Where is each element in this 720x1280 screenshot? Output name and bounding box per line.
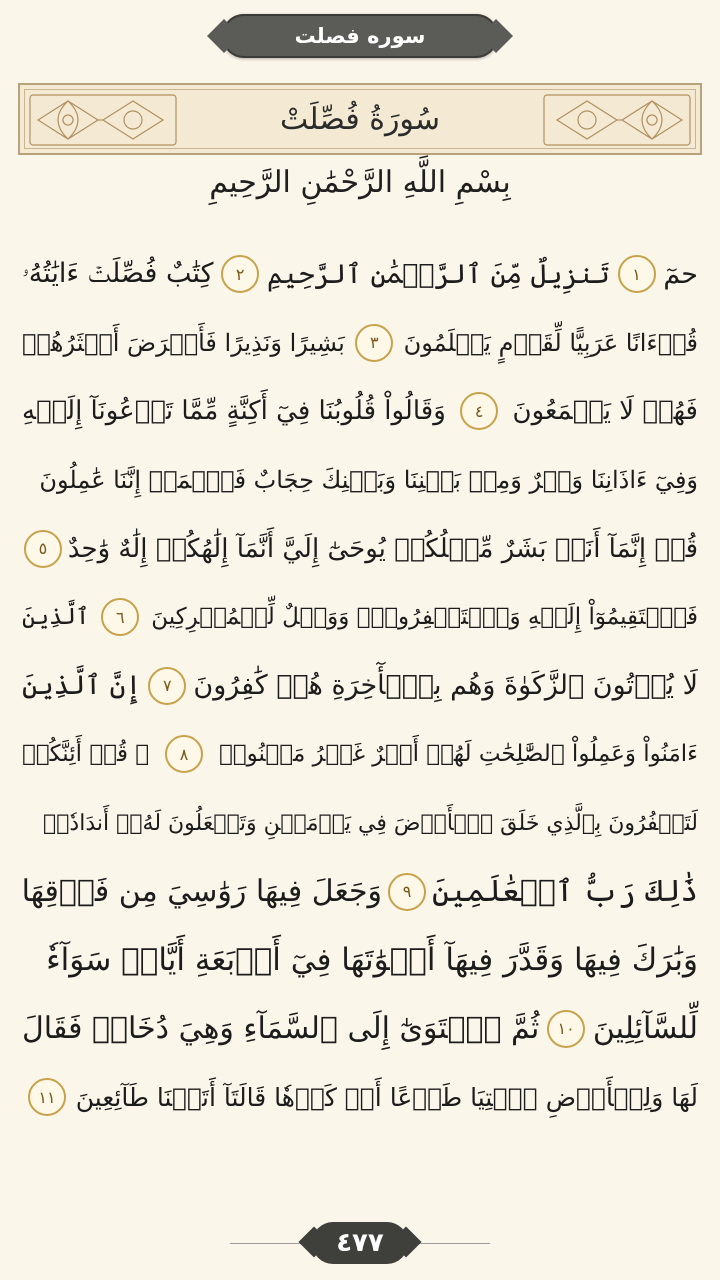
text-segment: وَقَالُواْ قُلُوبُنَا فِيٓ أَكِنَّةٍ مِّمَّا تَدۡعُونَآ إِلَيۡهِ xyxy=(22,396,446,427)
text-segment: حمٓ xyxy=(663,258,698,290)
surah-name-header[interactable] xyxy=(222,14,498,58)
text-segment: وَفِيٓ ءَاذَانِنَا وَقۡرٌ وَمِنۢ بَيۡنِنَا وَبَيۡنِكَ حِجَابٌ فَٱعۡمَلۡ إِنَّنَا عَٰمِلُونَ xyxy=(39,466,698,495)
ayah-marker[interactable]: ٤ xyxy=(460,392,498,430)
basmala: بِسْمِ اللَّهِ الرَّحْمَٰنِ الرَّحِيمِ xyxy=(209,165,511,200)
text-line xyxy=(22,789,698,858)
ayah-marker[interactable]: ٢ xyxy=(221,255,259,293)
surah-title-box xyxy=(192,95,528,143)
text-segment: إِنَّ ٱلَّذِينَ xyxy=(22,670,142,702)
page-divider xyxy=(230,1243,310,1244)
text-line xyxy=(22,652,698,721)
text-segment: ذَٰلِكَ رَبُّ ٱلۡعَٰلَمِينَ xyxy=(431,874,698,910)
text-line xyxy=(22,377,698,446)
ayah-marker[interactable]: ٦ xyxy=(101,598,139,636)
text-segment: ٱلَّذِينَ xyxy=(22,604,90,631)
text-segment: قُرۡءَانًا عَرَبِيًّا لِّقَوۡمٍ يَعۡلَمُونَ xyxy=(403,328,698,357)
page-number: ٤٧٧ xyxy=(336,1228,384,1258)
surah-title: سُورَةُ فُصِّلَتْ xyxy=(279,101,441,137)
text-line xyxy=(22,720,698,789)
ayah-marker[interactable]: ٩ xyxy=(388,873,426,911)
ayah-marker[interactable]: ١٠ xyxy=(547,1010,585,1048)
surah-name-label: سوره فصلت xyxy=(294,24,426,48)
text-segment: لَا يُؤۡتُونَ ٱلزَّكَوٰةَ وَهُم بِٱلۡأٓخِرَةِ هُمۡ كَٰفِرُونَ xyxy=(193,670,698,702)
surah-banner xyxy=(18,83,702,155)
text-segment: ثُمَّ ٱسۡتَوَىٰٓ إِلَى ٱلسَّمَآءِ وَهِيَ دُخَانٞ فَقَالَ xyxy=(22,1011,540,1047)
text-line xyxy=(22,240,698,309)
ayah-marker[interactable]: ٧ xyxy=(148,667,186,705)
left-ornament-icon xyxy=(28,93,178,147)
text-line xyxy=(22,309,698,378)
text-line xyxy=(22,514,698,583)
text-line xyxy=(22,446,698,515)
text-line xyxy=(22,583,698,652)
text-segment: لَتَكۡفُرُونَ بِٱلَّذِي خَلَقَ ٱلۡأَرۡضَ فِي يَوۡمَيۡنِ وَتَجۡعَلُونَ لَهُۥٓ أَندَادٗاۚ xyxy=(43,810,698,836)
text-segment: وَجَعَلَ فِيهَا رَوَٰسِيَ مِن فَوۡقِهَا xyxy=(21,874,382,910)
ayah-marker[interactable]: ١١ xyxy=(28,1078,66,1116)
page-number-badge[interactable] xyxy=(312,1222,408,1264)
text-line xyxy=(22,995,698,1064)
text-segment: ۞ قُلۡ أَئِنَّكُمۡ xyxy=(22,741,150,768)
text-line xyxy=(22,857,698,926)
text-line xyxy=(22,926,698,995)
quran-text xyxy=(22,240,698,1132)
ayah-marker[interactable]: ١ xyxy=(618,255,656,293)
page-divider xyxy=(410,1243,490,1244)
ayah-marker[interactable]: ٣ xyxy=(355,324,393,362)
ayah-marker[interactable]: ٨ xyxy=(165,735,203,773)
text-segment: ءَامَنُواْ وَعَمِلُواْ ٱلصَّٰلِحَٰتِ لَهُمۡ أَجۡرٌ غَيۡرُ مَمۡنُونٖ xyxy=(219,741,698,768)
text-segment: تَنزِيلٌ مِّنَ ٱلرَّحۡمَٰنِ ٱلرَّحِيمِ xyxy=(266,258,610,290)
text-segment: كِتَٰبٌ فُصِّلَتۡ ءَايَٰتُهُۥ xyxy=(22,258,214,290)
text-segment: فَٱسۡتَقِيمُوٓاْ إِلَيۡهِ وَٱسۡتَغۡفِرُوهُۗ وَوَيۡلٌ لِّلۡمُشۡرِكِينَ xyxy=(151,604,698,631)
text-segment: فَهُمۡ لَا يَسۡمَعُونَ xyxy=(512,396,698,427)
right-ornament-icon xyxy=(542,93,692,147)
text-segment: لَهَا وَلِلۡأَرۡضِ ٱئۡتِيَا طَوۡعًا أَوۡ كَرۡهٗا قَالَتَآ أَتَيۡنَا طَآئِعِينَ xyxy=(75,1082,698,1112)
text-segment: لِّلسَّآئِلِينَ xyxy=(592,1011,698,1047)
text-segment: قُلۡ إِنَّمَآ أَنَا۠ بَشَرٌ مِّثۡلُكُمۡ يُوحَىٰٓ إِلَيَّ أَنَّمَآ إِلَٰهُكُمۡ إِلَٰهٌ وَٰحِدٌ xyxy=(67,533,698,564)
ayah-marker[interactable]: ٥ xyxy=(24,530,62,568)
text-segment: بَشِيرًا وَنَذِيرًا فَأَعۡرَضَ أَكۡثَرُهُمۡ xyxy=(22,328,345,357)
text-line xyxy=(22,1063,698,1132)
text-segment: وَبَٰرَكَ فِيهَا وَقَدَّرَ فِيهَآ أَقۡوَٰتَهَا فِيٓ أَرۡبَعَةِ أَيَّامٖ سَوَآءٗ xyxy=(46,942,698,979)
